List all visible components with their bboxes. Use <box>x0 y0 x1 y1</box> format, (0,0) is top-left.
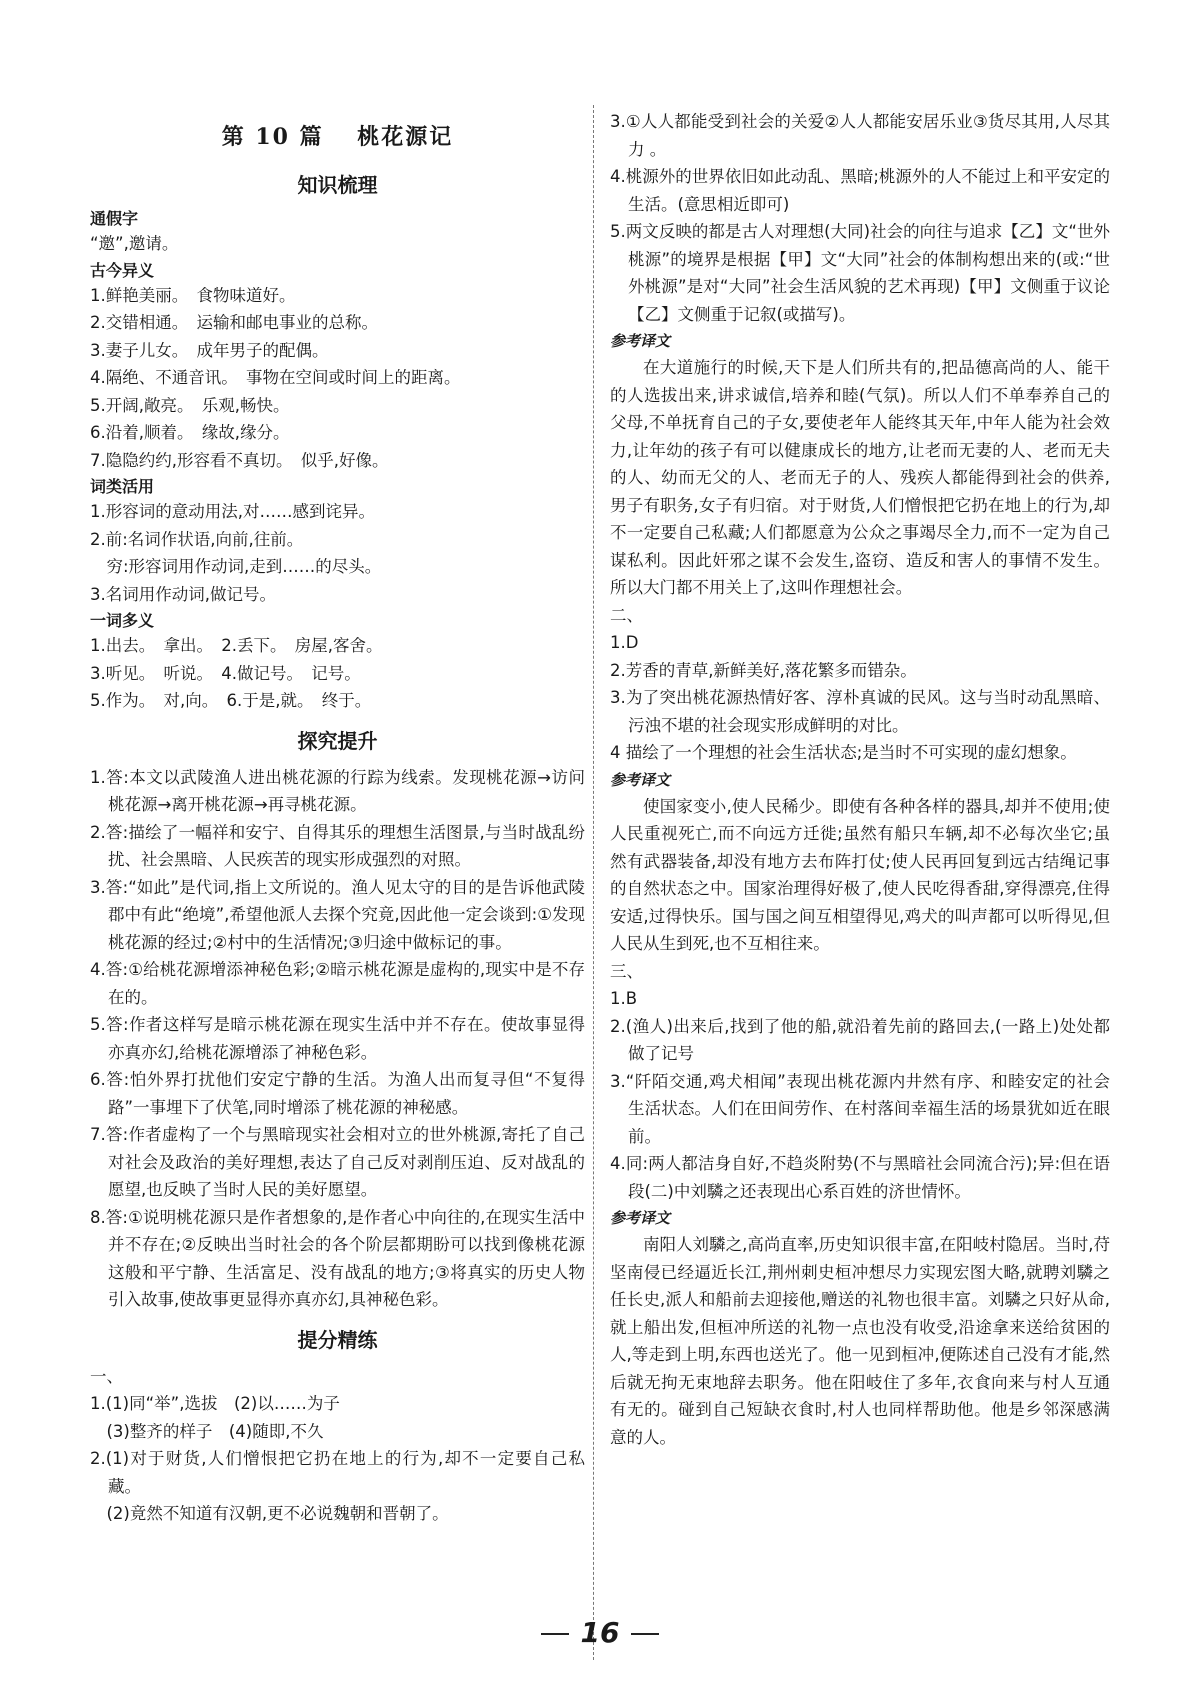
answer-item: 1.B <box>610 989 638 1008</box>
answer-item: 7.答:作者虚构了一个与黑暗现实社会相对立的世外桃源,寄托了自己对社会及政治的美好理想,表达了自己反对剥削压迫、反对战乱的愿望,也反映了当时人民的美好愿望。 <box>90 1125 585 1199</box>
answer-item: 5.答:作者这样写是暗示桃花源在现实生活中并不存在。使故事显得亦真亦幻,给桃花源增添了神秘色彩。 <box>90 1015 585 1062</box>
answer-item: 4.答:①给桃花源增添神秘色彩;②暗示桃花源是虚构的,现实中是不存在的。 <box>90 960 585 1007</box>
list-item: 2.前:名词作状语,向前,往前。 <box>90 529 304 549</box>
page-number-dash-right <box>631 1633 659 1635</box>
subheading-tongjia: 通假字 <box>90 209 139 228</box>
reference-translation: 使国家变小,使人民稀少。即使有各种各样的器具,却并不使用;使人民重视死亡,而不向远方迁徙;虽然有船只车辆,却不必每次坐它;虽然有武器装备,却没有地方去布阵打仗;使人民再回复到远古结绳记事的自然状态之中。国家治理得好极了,使人民吃得香甜,穿得漂亮,住得安适,过得快乐。国与国之间互相望得见,鸡犬的叫声都可以听得见,但人民从生到死,也不互相往来。 <box>610 796 1110 953</box>
part-label: 三、 <box>610 961 643 981</box>
answer-item: (3)整齐的样子 (4)随即,不久 <box>90 1421 324 1441</box>
list-item: 5.作为。 对,向。 6.于是,就。 终于。 <box>90 691 372 710</box>
subheading-yici: 一词多义 <box>90 611 155 630</box>
answer-item: 8.答:①说明桃花源只是作者想象的,是作者心中向往的,在现实生活中并不存在;②反映出当时社会的各个阶层都期盼可以找到像桃花源这般和平宁静、生活富足、没有战乱的地方;③将真实的历史人物引入故事,使故事更显得亦真亦幻,具神秘色彩。 <box>90 1207 585 1309</box>
subheading-gujin: 古今异义 <box>90 260 155 280</box>
page-number <box>0 1616 1200 1649</box>
reference-translation-label: 参考译文 <box>610 332 671 350</box>
section-heading-tifen: 提分精练 <box>297 1327 378 1352</box>
answer-item: (2)竟然不知道有汉朝,更不必说魏朝和晋朝了。 <box>90 1504 449 1523</box>
column-divider <box>593 105 594 1660</box>
answer-item: 2.(1)对于财货,人们憎恨把它扔在地上的行为,却不一定要自己私藏。 <box>90 1449 585 1496</box>
list-item: 3.名词用作动词,做记号。 <box>90 584 276 604</box>
list-item: 2.交错相通。 运输和邮电事业的总称。 <box>90 313 378 332</box>
answer-item: 1.(1)同“举”,选拔 (2)以……为子 <box>90 1394 340 1413</box>
section-heading-zhishi: 知识梳理 <box>297 173 378 197</box>
answer-item: 3.答:“如此”是代词,指上文所说的。渔人见太守的目的是告诉他武陵郡中有此“绝境”,希望他派人去探个究竟,因此他一定会谈到:①发现桃花源的经过;②村中的生活情况;③归途中做标记的事。 <box>90 877 585 952</box>
list-item: 7.隐隐约约,形容看不真切。 似乎,好像。 <box>90 450 389 470</box>
reference-translation-label: 参考译文 <box>610 1209 671 1227</box>
subheading-cilei: 词类活用 <box>90 477 155 496</box>
answer-item: 1.D <box>610 633 639 652</box>
reference-translation-label: 参考译文 <box>610 770 671 789</box>
answer-item: 4.桃源外的世界依旧如此动乱、黑暗;桃源外的人不能过上和平安定的生活。(意思相近即可) <box>610 167 1110 214</box>
part-label: 一、 <box>90 1366 123 1386</box>
list-item: 3.妻子儿女。 成年男子的配偶。 <box>90 340 329 360</box>
answer-item: 3.①人人都能受到社会的关爱②人人都能安居乐业③货尽其用,人尽其力 。 <box>610 112 1110 159</box>
answer-item: 2.答:描绘了一幅祥和安宁、自得其乐的理想生活图景,与当时战乱纷扰、社会黑暗、人民疾苦的现实形成强烈的对照。 <box>90 822 585 869</box>
list-item: 4.隔绝、不通音讯。 事物在空间或时间上的距离。 <box>90 368 461 387</box>
part-label: 二、 <box>610 605 643 625</box>
right-column <box>610 108 1110 1451</box>
page-number-dash-left <box>541 1633 569 1635</box>
answer-item: 2.芳香的青草,新鲜美好,落花繁多而错杂。 <box>610 660 917 680</box>
answer-item: 4.同:两人都洁身自好,不趋炎附势(不与黑暗社会同流合污);异:但在语段(二)中刘驎之还表现出心系百姓的济世情怀。 <box>610 1154 1110 1201</box>
page-number-value: 16 <box>580 1616 620 1649</box>
left-column <box>90 108 585 1528</box>
answer-item: 2.(渔人)出来后,找到了他的船,就沿着先前的路回去,(一路上)处处都做了记号 <box>610 1016 1110 1063</box>
list-item: 1.出去。 拿出。 2.丢下。 房屋,客舍。 <box>90 636 383 655</box>
page-title: 第 10 篇 桃花源记 <box>221 124 454 150</box>
list-item: 1.鲜艳美丽。 食物味道好。 <box>90 285 296 305</box>
answer-item: 3.“阡陌交通,鸡犬相闻”表现出桃花源内井然有序、和睦安定的社会生活状态。人们在田间劳作、在村落间幸福生活的场景犹如近在眼前。 <box>610 1071 1110 1146</box>
reference-translation: 在大道施行的时候,天下是人们所共有的,把品德高尚的人、能干的人选拔出来,讲求诚信,培养和睦(气氛)。所以人们不单奉养自己的父母,不单抚育自己的子女,要使老年人能终其天年,中年人能为社会效力,让年幼的孩子有可以健康成长的地方,让老而无妻的人、老而无夫的人、幼而无父的人、老而无子的人、残疾人都能得到社会的供养,男子有职务,女子有归宿。对于财货,人们憎恨把它扔在地上的行为,却不一定要自己私藏;人们都愿意为公众之事竭尽全力,而不一定为自己谋私利。因此奸邪之谋不会发生,盗窃、造反和害人的事情不发生。所以大门都不用关上了,这叫作理想社会。 <box>610 358 1110 597</box>
answer-item: 6.答:怕外界打扰他们安定宁静的生活。为渔人出而复寻但“不复得路”一事埋下了伏笔,同时增添了桃花源的神秘感。 <box>90 1070 585 1117</box>
list-item: 6.沿着,顺着。 缘故,缘分。 <box>90 423 290 442</box>
answer-item: 4 描绘了一个理想的社会生活状态;是当时不可实现的虚幻想象。 <box>610 743 1077 762</box>
list-item: 1.形容词的意动用法,对……感到诧异。 <box>90 502 375 521</box>
section-heading-tanjiu: 探究提升 <box>297 728 378 753</box>
answer-item: 1.答:本文以武陵渔人进出桃花源的行踪为线索。发现桃花源→访问桃花源→离开桃花源→再寻桃花源。 <box>90 767 585 814</box>
list-item: 5.开阔,敞亮。 乐观,畅快。 <box>90 395 290 415</box>
answer-item: 5.两文反映的都是古人对理想(大同)社会的向往与追求【乙】文“世外桃源”的境界是根据【甲】文“大同”社会的体制构想出来的(或:“世外桃源”是对“大同”社会生活风貌的艺术再现)【甲】文侧重于议论【乙】文侧重于记叙(或描写)。 <box>610 222 1110 324</box>
list-item: 3.听见。 听说。 4.做记号。 记号。 <box>90 663 361 683</box>
reference-translation: 南阳人刘驎之,高尚直率,历史知识很丰富,在阳岐村隐居。当时,苻坚南侵已经逼近长江,荆州刺史桓冲想尽力实现宏图大略,就聘刘驎之任长史,派人和船前去迎接他,赠送的礼物也很丰富。刘驎之只好从命,就上船出发,但桓冲所送的礼物一点也没有收受,沿途拿来送给贫困的人,等走到上明,东西也送光了。他一见到桓冲,便陈述自己没有才能,然后就无拘无束地辞去职务。他在阳岐住了多年,衣食向来与村人互通有无的。碰到自己短缺衣食时,村人也同样帮助他。他是乡邻深感满意的人。 <box>610 1235 1110 1447</box>
list-item: 穷:形容词用作动词,走到……的尽头。 <box>90 557 382 576</box>
text-line: “邀”,邀请。 <box>90 234 179 253</box>
answer-item: 3.为了突出桃花源热情好客、淳朴真诚的民风。这与当时动乱黑暗、污浊不堪的社会现实形成鲜明的对比。 <box>610 688 1110 735</box>
